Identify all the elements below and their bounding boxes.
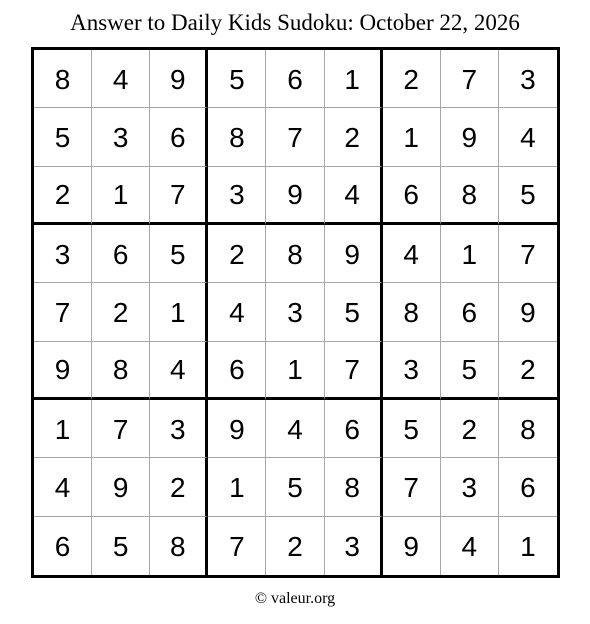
sudoku-cell: 5 <box>266 458 324 516</box>
sudoku-cell: 7 <box>383 458 441 516</box>
sudoku-cell: 2 <box>441 400 499 458</box>
sudoku-cell: 9 <box>383 517 441 575</box>
sudoku-cell: 5 <box>325 283 383 341</box>
sudoku-cell: 8 <box>499 400 557 458</box>
sudoku-cell: 3 <box>266 283 324 341</box>
sudoku-cell: 9 <box>34 342 92 400</box>
sudoku-cell: 9 <box>499 283 557 341</box>
sudoku-cell: 7 <box>441 50 499 108</box>
sudoku-cell: 2 <box>92 283 150 341</box>
sudoku-cell: 8 <box>383 283 441 341</box>
sudoku-cell: 6 <box>92 225 150 283</box>
sudoku-cell: 3 <box>383 342 441 400</box>
sudoku-cell: 2 <box>325 108 383 166</box>
sudoku-cell: 3 <box>34 225 92 283</box>
sudoku-cell: 6 <box>150 108 208 166</box>
sudoku-cell: 7 <box>208 517 266 575</box>
sudoku-cell: 1 <box>34 400 92 458</box>
sudoku-cell: 4 <box>266 400 324 458</box>
sudoku-cell: 7 <box>266 108 324 166</box>
sudoku-cell: 4 <box>150 342 208 400</box>
copyright-footer: © valeur.org <box>254 590 336 607</box>
sudoku-cell: 6 <box>208 342 266 400</box>
sudoku-cell: 7 <box>325 342 383 400</box>
sudoku-cell: 6 <box>499 458 557 516</box>
sudoku-cell: 3 <box>92 108 150 166</box>
sudoku-cell: 7 <box>92 400 150 458</box>
sudoku-cell: 5 <box>383 400 441 458</box>
sudoku-cell: 9 <box>150 50 208 108</box>
sudoku-cell: 1 <box>92 167 150 225</box>
sudoku-cell: 5 <box>499 167 557 225</box>
sudoku-cell: 8 <box>150 517 208 575</box>
sudoku-cell: 8 <box>266 225 324 283</box>
sudoku-cell: 2 <box>208 225 266 283</box>
sudoku-cell: 1 <box>325 50 383 108</box>
sudoku-cell: 5 <box>441 342 499 400</box>
sudoku-cell: 8 <box>441 167 499 225</box>
sudoku-cell: 6 <box>383 167 441 225</box>
sudoku-cell: 1 <box>266 342 324 400</box>
sudoku-cell: 5 <box>208 50 266 108</box>
sudoku-cell: 2 <box>383 50 441 108</box>
sudoku-cell: 2 <box>266 517 324 575</box>
sudoku-cell: 2 <box>150 458 208 516</box>
sudoku-cell: 4 <box>208 283 266 341</box>
sudoku-cell: 4 <box>499 108 557 166</box>
sudoku-board <box>31 47 560 578</box>
sudoku-cell: 1 <box>208 458 266 516</box>
sudoku-cell: 6 <box>441 283 499 341</box>
sudoku-cell: 1 <box>441 225 499 283</box>
sudoku-cell: 9 <box>441 108 499 166</box>
sudoku-cell: 3 <box>499 50 557 108</box>
sudoku-cell: 4 <box>34 458 92 516</box>
sudoku-cell: 5 <box>34 108 92 166</box>
sudoku-cell: 9 <box>266 167 324 225</box>
sudoku-cell: 2 <box>34 167 92 225</box>
sudoku-cell: 1 <box>520 530 536 562</box>
sudoku-cell: 8 <box>325 458 383 516</box>
sudoku-cell: 4 <box>441 517 499 575</box>
sudoku-cell: 8 <box>92 342 150 400</box>
sudoku-cell: 9 <box>208 400 266 458</box>
sudoku-cell: 6 <box>266 50 324 108</box>
sudoku-cell: 4 <box>92 50 150 108</box>
sudoku-cell: 1 <box>383 108 441 166</box>
puzzle-title: Answer to Daily Kids Sudoku: October 22, 2026 <box>70 10 520 35</box>
sudoku-cell: 5 <box>92 517 150 575</box>
sudoku-cell: 2 <box>499 342 557 400</box>
sudoku-cell: 6 <box>34 517 92 575</box>
sudoku-cell: 8 <box>208 108 266 166</box>
sudoku-cell: 1 <box>150 283 208 341</box>
sudoku-cell: 9 <box>325 225 383 283</box>
sudoku-cell: 3 <box>325 517 383 575</box>
sudoku-cell: 6 <box>325 400 383 458</box>
sudoku-cell: 7 <box>150 167 208 225</box>
sudoku-cell: 7 <box>499 225 557 283</box>
sudoku-cell: 5 <box>150 225 208 283</box>
sudoku-cell: 8 <box>34 50 92 108</box>
sudoku-cell: 7 <box>34 283 92 341</box>
sudoku-cell: 3 <box>150 400 208 458</box>
sudoku-cell: 4 <box>325 167 383 225</box>
sudoku-cell: 9 <box>92 458 150 516</box>
sudoku-cell: 3 <box>208 167 266 225</box>
sudoku-cell: 3 <box>441 458 499 516</box>
sudoku-cell: 4 <box>383 225 441 283</box>
